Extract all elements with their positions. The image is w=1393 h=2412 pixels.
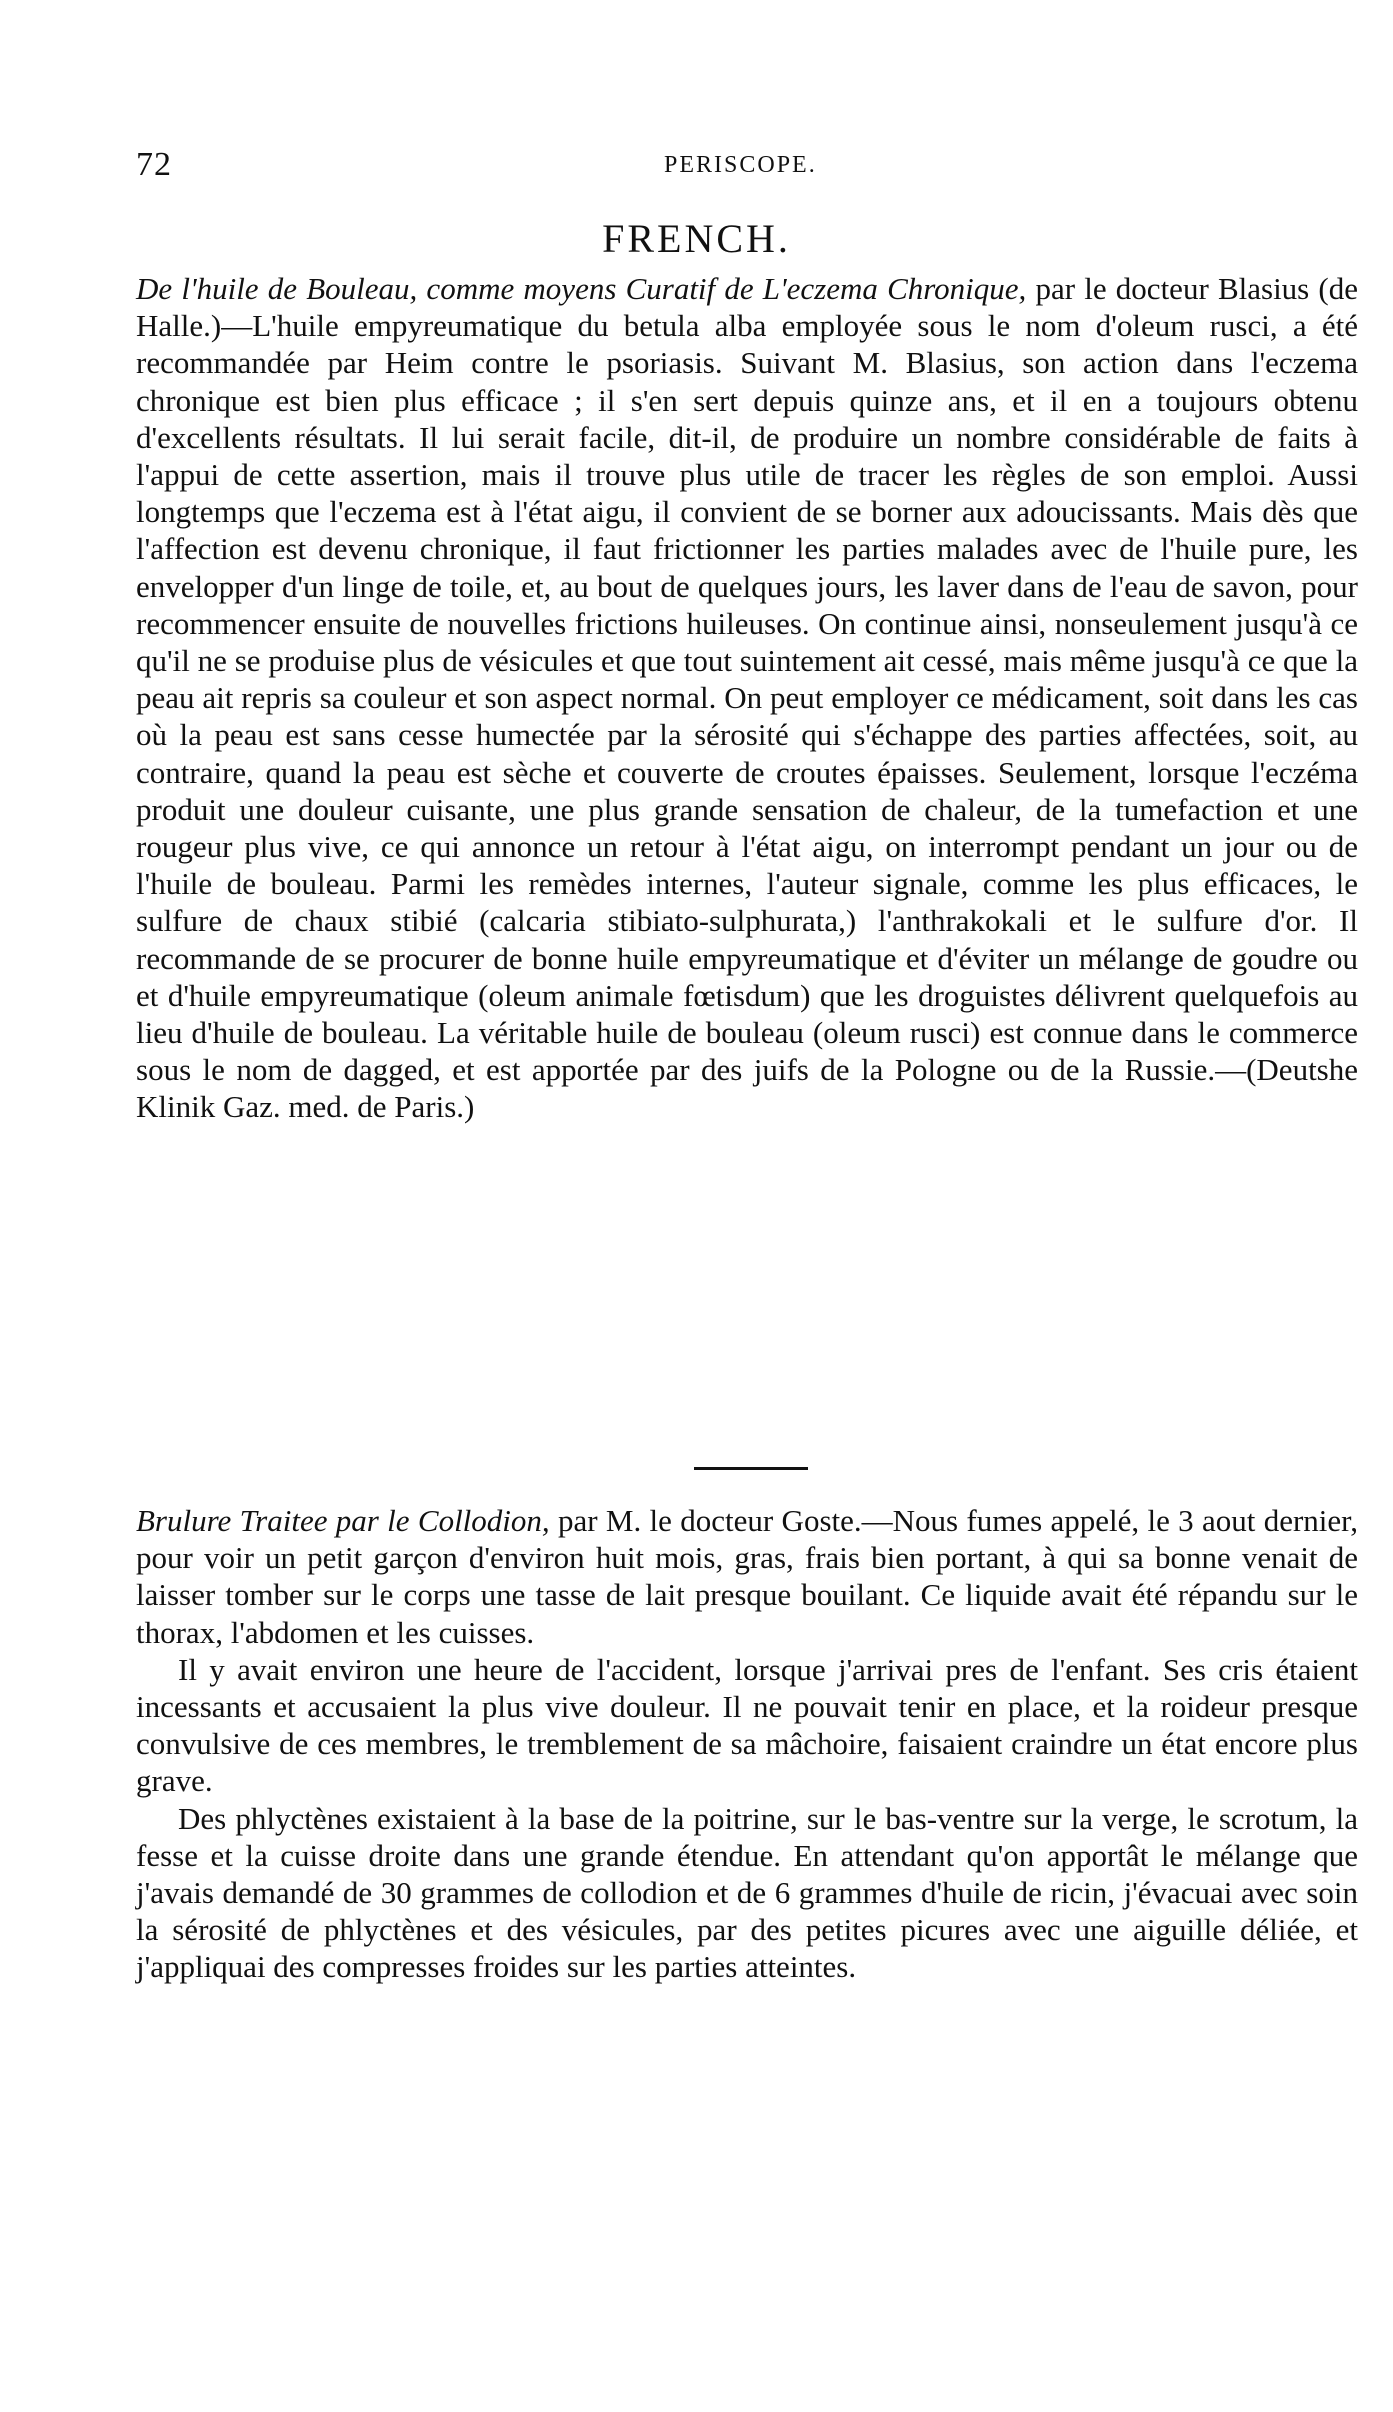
article-birch-oil-eczema: [136, 270, 1358, 1126]
article-body-text: par M. le docteur Goste.—Nous fumes appelé, le 3 aout dernier, pour voir un petit garçon d'environ huit mois, gras, frais bien portant, à qui sa bonne venait de laisser tomber sur le corps une tasse de lait presque bouilant. Ce liquide avait été répandu sur le thorax, l'abdomen et les cuisses.: [136, 1503, 1359, 1650]
section-title: FRENCH.: [602, 216, 791, 261]
article-paragraph: Il y avait environ une heure de l'accident, lorsque j'arrivai pres de l'enfant. Ses cris étaient incessants et accusaient la plus vive douleur. Il ne pouvait tenir en place, et la roideur presque convulsive de ces membres, le tremblement de sa mâchoire, faisaient craindre un état encore plus grave.: [136, 1651, 1358, 1799]
section-divider: [694, 1467, 808, 1470]
page-number: 72: [136, 146, 172, 183]
article-paragraph: [136, 1502, 1358, 1651]
article-lead-title: Brulure Traitee par le Collodion,: [136, 1503, 550, 1538]
page-header: [136, 146, 1358, 186]
article-body-text: par le docteur Blasius (de Halle.)—L'huile empyreumatique du betula alba employée sous le nom d'oleum rusci, a été recommandée par Heim contre le psoriasis. Suivant M. Blasius, son action dans l'eczema chronique est bien plus efficace ; il s'en sert depuis quinze ans, et il en a toujours obtenu d'excellents résultats. Il lui serait facile, dit-il, de produire un nombre considérable de faits à l'appui de cette assertion, mais il trouve plus utile de tracer les règles de son emploi. Aussi longtemps que l'eczema est à l'état aigu, il convient de se borner aux adoucissants. Mais dès que l'affection est devenu chronique, il faut frictionner les parties malades avec de l'huile pure, les envelopper d'un linge de toile, et, au bout de quelques jours, les laver dans de l'eau de savon, pour recommencer ensuite de nouvelles frictions huileuses. On continue ainsi, nonseulement jusqu'à ce qu'il ne se produise plus de vésicules et que tout suintement ait cessé, mais même jusqu'à ce que la peau ait repris sa couleur et son aspect normal. On peut employer ce médicament, soit dans les cas où la peau est sans cesse humectée par la sérosité qui s'échappe des parties affectées, soit, au contraire, quand la peau est sèche et couverte de croutes épaisses. Seulement, lorsque l'eczéma produit une douleur cuisante, une plus grande sensation de chaleur, de la tumefaction et une rougeur plus vive, ce qui annonce un retour à l'état aigu, on interrompt pendant un jour ou de l'huile de bouleau. Parmi les remèdes internes, l'auteur signale, comme les plus efficaces, le sulfure de chaux stibié (calcaria stibiato-sulphurata,) l'anthrakokali et le sulfure d'or. Il recommande de se procurer de bonne huile empyreumatique et d'éviter un mélange de goudre ou et d'huile empyreumatique (oleum animale fœtisdum) que les droguistes délivrent quelquefois au lieu d'huile de bouleau. La véritable huile de bouleau (oleum rusci) est connue dans le commerce sous le nom de dagged, et est apportée par des juifs de la Pologne ou de la Russie.—(Deutshe Klinik Gaz. med. de Paris.): [136, 271, 1359, 1125]
article-paragraph: [136, 270, 1358, 1126]
article-lead-title: De l'huile de Bouleau, comme moyens Curatif de L'eczema Chronique,: [136, 271, 1027, 306]
running-head: PERISCOPE.: [664, 152, 817, 178]
article-paragraph: Des phlyctènes existaient à la base de la poitrine, sur le bas-ventre sur la verge, le scrotum, la fesse et la cuisse droite dans une grande étendue. En attendant qu'on apportât le mélange que j'avais demandé de 30 grammes de collodion et de 6 grammes d'huile de ricin, j'évacuai avec soin la sérosité de phlyctènes et des vésicules, par des petites picures avec une aiguille déliée, et j'appliquai des compresses froides sur les parties atteintes.: [136, 1800, 1358, 1985]
article-burn-collodion: [136, 1502, 1358, 1986]
